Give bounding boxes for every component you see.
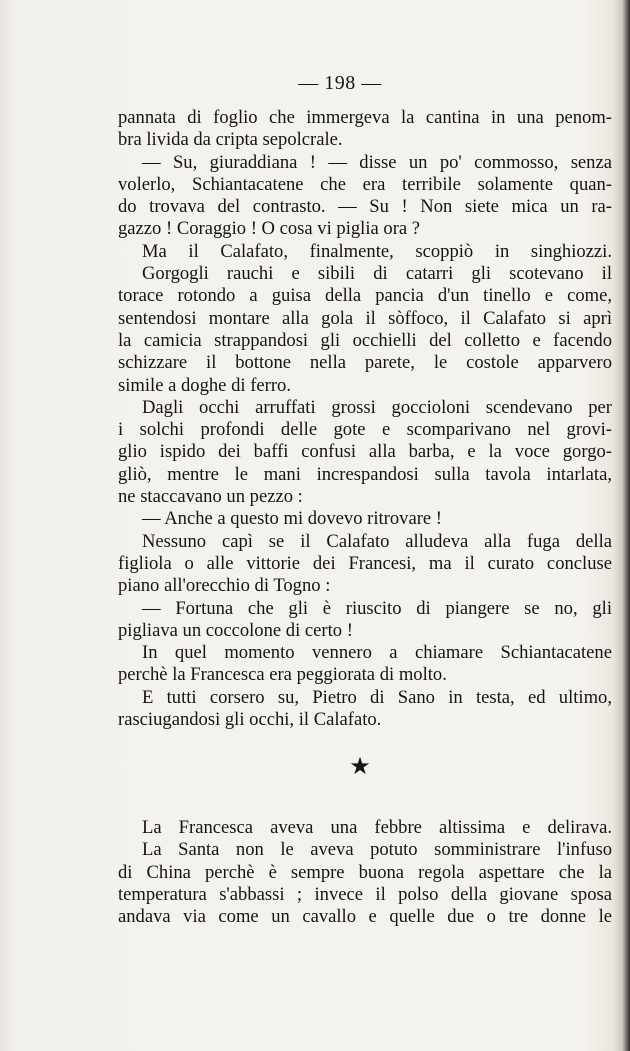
text-line: — Fortuna che gli è riuscito di piangere se no, gli: [142, 597, 612, 619]
text-line: La Santa non le aveva potuto somministrare l'infuso: [142, 839, 612, 861]
text-line: gliò, mentre le mani increspandosi sulla tavola intarlata,: [118, 463, 612, 485]
text-line: Dagli occhi arruffati grossi goccioloni scendevano per: [142, 396, 612, 418]
text-line: figliola o alle vittorie dei Francesi, ma il curato concluse: [118, 552, 612, 574]
text-section-2: [118, 817, 612, 928]
text-line: schizzare il bottone nella parete, le costole apparvero: [118, 352, 612, 374]
page-number: — 198 —: [298, 72, 382, 94]
text-line: la camicia strappandosi gli occhielli del colletto e facendo: [118, 329, 612, 351]
text-line: volerlo, Schiantacatene che era terribile solamente quan-: [118, 173, 612, 195]
text-line: glio ispido dei baffi confusi alla barba, e la voce gorgo-: [118, 441, 612, 463]
text-line: Ma il Calafato, finalmente, scoppiò in singhiozzi.: [142, 240, 612, 262]
text-line: — Su, giuraddiana ! — disse un po' commosso, senza: [142, 151, 612, 173]
text-line: i solchi profondi delle gote e scomparivano nel grovi-: [118, 419, 612, 441]
separator-star-icon: ★: [349, 752, 371, 780]
text-line: andava via come un cavallo e quelle due o tre donne le: [118, 906, 612, 928]
text-line: gazzo ! Coraggio ! O cosa vi piglia ora ?: [118, 218, 421, 240]
text-line: torace rotondo a guisa della pancia d'un tinello e come,: [118, 285, 612, 307]
text-line: Gorgogli rauchi e sibili di catarri gli scotevano il: [142, 263, 612, 285]
text-line: simile a doghe di ferro.: [118, 374, 291, 396]
text-line: sentendosi montare alla gola il sòffoco, il Calafato si aprì: [118, 307, 612, 329]
text-line: piano all'orecchio di Togno :: [118, 575, 331, 597]
text-line: pigliava un coccolone di certo !: [118, 619, 353, 641]
text-line: La Francesca aveva una febbre altissima e delirava.: [142, 817, 612, 838]
text-line: do trovava del contrasto. — Su ! Non siete mica un ra-: [118, 196, 612, 218]
text-line: di China perchè è sempre buona regola aspettare che la: [118, 861, 612, 883]
text-line: pannata di foglio che immergeva la cantina in una penom-: [118, 107, 612, 128]
text-line: perchè la Francesca era peggiorata di molto.: [118, 664, 447, 686]
text-section-1: [118, 107, 612, 731]
text-line: In quel momento vennero a chiamare Schiantacatene: [142, 642, 612, 664]
text-line: ne staccavano un pezzo :: [118, 486, 303, 508]
text-line: temperatura s'abbassi ; invece il polso della giovane sposa: [118, 883, 612, 905]
text-line: rasciugandosi gli occhi, il Calafato.: [118, 709, 382, 731]
text-line: E tutti corsero su, Pietro di Sano in testa, ed ultimo,: [142, 686, 612, 708]
text-line: — Anche a questo mi dovevo ritrovare !: [142, 508, 442, 530]
text-line: bra livida da cripta sepolcrale.: [118, 129, 343, 151]
text-line: Nessuno capì se il Calafato alludeva alla fuga della: [142, 530, 612, 552]
